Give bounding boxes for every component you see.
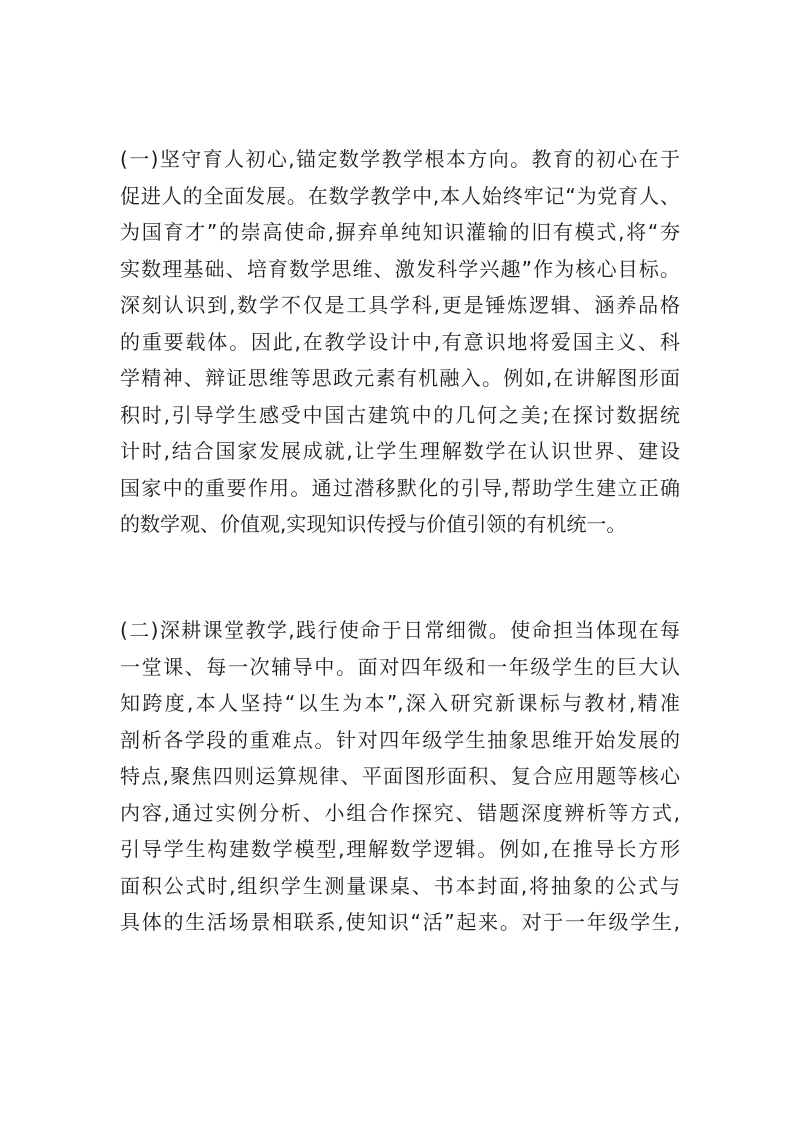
paragraph-line: (二)深耕课堂教学,践行使命于日常细微。使命担当体现在每 (120, 618, 680, 642)
paragraph-1 (120, 141, 680, 543)
paragraph-2 (120, 612, 680, 941)
paragraph-line: 促进人的全面发展。在数学教学中,本人始终牢记“为党育人、 (120, 183, 680, 208)
paragraph-line: 内容,通过实例分析、小组合作探究、错题深度辨析等方式, (120, 800, 680, 825)
paragraph-line: 知跨度,本人坚持“以生为本”,深入研究新课标与教材,精准 (120, 691, 680, 715)
paragraph-line: 国家中的重要作用。通过潜移默化的引导,帮助学生建立正确 (120, 475, 680, 500)
paragraph-line: 计时,结合国家发展成就,让学生理解数学在认识世界、建设 (120, 439, 680, 463)
paragraph-line: 特点,聚焦四则运算规律、平面图形面积、复合应用题等核心 (120, 764, 680, 788)
paragraph-line: 学精神、辩证思维等思政元素有机融入。例如,在讲解图形面 (120, 366, 680, 390)
paragraph-line: 引导学生构建数学模型,理解数学逻辑。例如,在推导长方形 (120, 837, 680, 861)
paragraph-line: 一堂课、每一次辅导中。面对四年级和一年级学生的巨大认 (120, 654, 680, 679)
paragraph-line: (一)坚守育人初心,锚定数学教学根本方向。教育的初心在于 (120, 147, 680, 171)
paragraph-line: 深刻认识到,数学不仅是工具学科,更是锤炼逻辑、涵养品格 (120, 293, 680, 317)
paragraph-line: 面积公式时,组织学生测量课桌、书本封面,将抽象的公式与 (120, 873, 680, 898)
paragraph-line: 的重要载体。因此,在教学设计中,有意识地将爱国主义、科 (120, 329, 680, 354)
paragraph-line: 具体的生活场景相联系,使知识“活”起来。对于一年级学生, (120, 910, 680, 934)
paragraph-line: 剖析各学段的重难点。针对四年级学生抽象思维开始发展的 (120, 727, 680, 752)
paragraph-line: 实数理基础、培育数学思维、激发科学兴趣”作为核心目标。 (120, 256, 680, 281)
paragraph-line: 的数学观、价值观,实现知识传授与价值引领的有机统一。 (120, 512, 627, 536)
paragraph-line: 为国育才”的崇高使命,摒弃单纯知识灌输的旧有模式,将“夯 (120, 220, 680, 244)
paragraph-line: 积时,引导学生感受中国古建筑中的几何之美;在探讨数据统 (120, 402, 680, 427)
